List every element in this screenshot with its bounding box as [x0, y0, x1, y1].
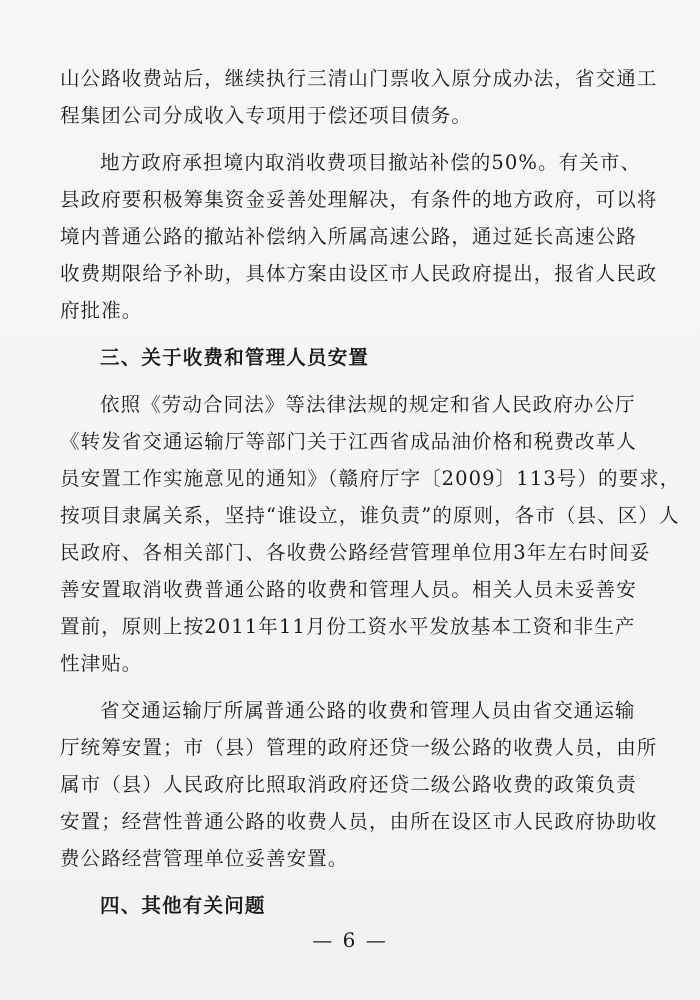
section-heading-4: 四、其他有关问题: [100, 894, 266, 917]
text-line: 县政府要积极筹集资金妥善处理解决，有条件的地方政府，可以将: [60, 188, 658, 211]
page-number: — 6 —: [312, 928, 388, 952]
text-line: 善安置取消收费普通公路的收费和管理人员。相关人员未妥善安: [60, 578, 637, 601]
text-line: 按项目隶属关系，坚持“谁设立，谁负责”的原则，各市（县、区）人: [60, 504, 680, 527]
document-body: [60, 60, 681, 924]
text-line: 山公路收费站后，继续执行三清山门票收入原分成办法，省交通工: [60, 67, 658, 90]
text-line: 程集团公司分成收入专项用于偿还项目债务。: [60, 104, 473, 127]
paragraph-start-line: 依照《劳动合同法》等法律法规的规定和省人民政府办公厅: [100, 393, 636, 416]
text-line: 员安置工作实施意见的通知》（赣府厅字〔2009〕113号）的要求，: [60, 467, 681, 490]
text-line: 府批准。: [60, 299, 143, 322]
text-line: 收费期限给予补助，具体方案由设区市人民政府提出，报省人民政: [60, 262, 658, 285]
text-line: 性津贴。: [60, 652, 143, 675]
text-line: 属市（县）人民政府比照取消政府还贷二级公路收费的政策负责: [60, 773, 637, 796]
text-line: 厅统筹安置；市（县）管理的政府还贷一级公路的收费人员，由所: [60, 736, 658, 759]
paragraph-start-line: 省交通运输厅所属普通公路的收费和管理人员由省交通运输: [100, 699, 636, 722]
paragraph-start-line: 地方政府承担境内取消收费项目撤站补偿的50%。有关市、: [100, 151, 642, 174]
text-line: 《转发省交通运输厅等部门关于江西省成品油价格和税费改革人: [60, 430, 637, 453]
text-line: 置前，原则上按2011年11月份工资水平发放基本工资和非生产: [60, 615, 636, 638]
text-line: 民政府、各相关部门、各收费公路经营管理单位用3年左右时间妥: [60, 541, 651, 564]
text-line: 安置；经营性普通公路的收费人员，由所在设区市人民政府协助收: [60, 810, 658, 833]
text-line: 境内普通公路的撤站补偿纳入所属高速公路，通过延长高速公路: [60, 225, 637, 248]
section-heading-3: 三、关于收费和管理人员安置: [100, 346, 370, 369]
text-line: 费公路经营管理单位妥善安置。: [60, 847, 349, 870]
